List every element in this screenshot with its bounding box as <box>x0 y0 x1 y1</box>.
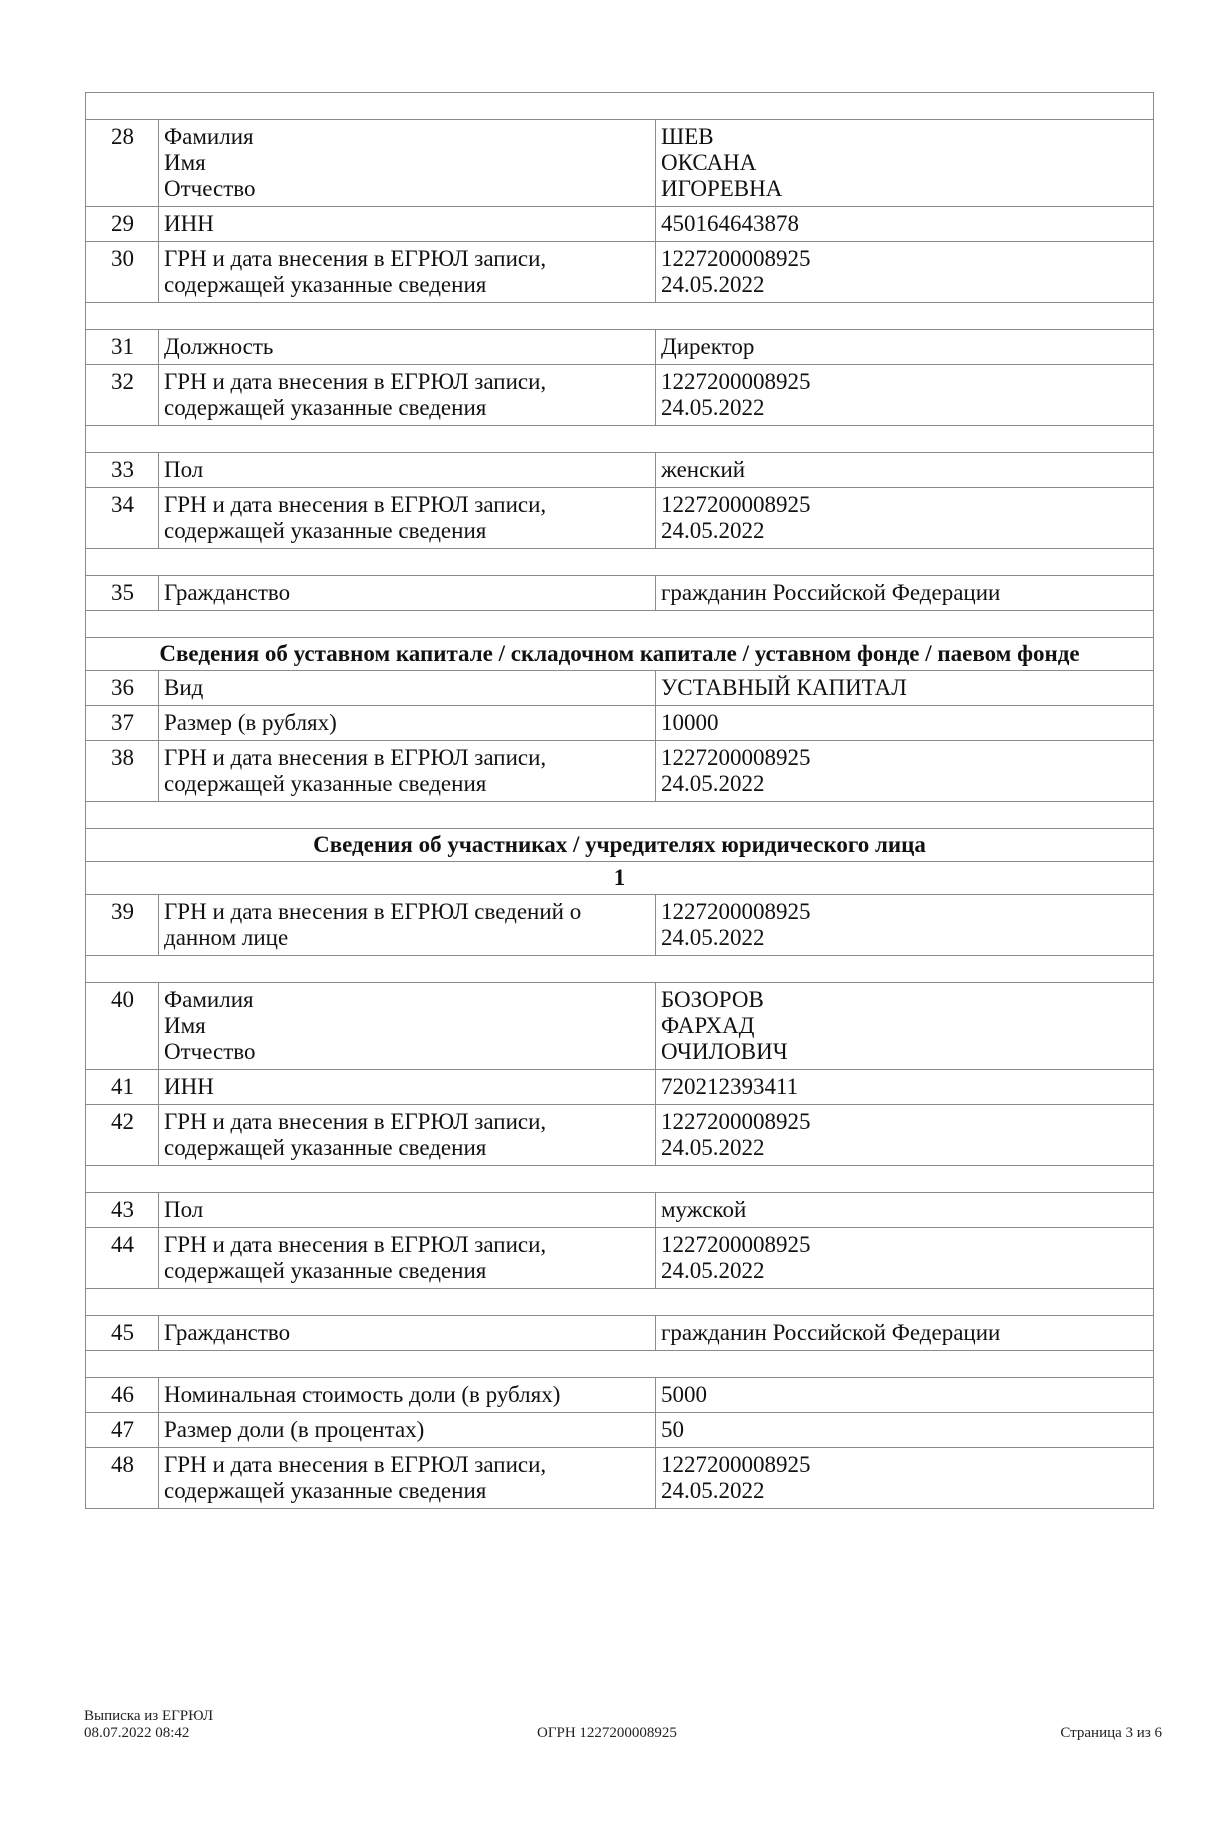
row-number: 46 <box>86 1378 159 1413</box>
spacer-row <box>86 611 1154 638</box>
table-row <box>86 242 1154 303</box>
table-row <box>86 1193 1154 1228</box>
row-number: 41 <box>86 1070 159 1105</box>
founder-index: 1 <box>86 862 1154 895</box>
label-line: ГРН и дата внесения в ЕГРЮЛ записи, <box>164 745 547 770</box>
section-heading-row <box>86 638 1154 671</box>
row-number: 35 <box>86 576 159 611</box>
field-value <box>656 741 1154 802</box>
row-number: 38 <box>86 741 159 802</box>
field-label: Вид <box>159 671 656 706</box>
field-value: гражданин Российской Федерации <box>656 576 1154 611</box>
table-row <box>86 453 1154 488</box>
table-row <box>86 365 1154 426</box>
spacer-row <box>86 426 1154 453</box>
label-surname: Фамилия <box>164 987 254 1012</box>
label-line: содержащей указанные сведения <box>164 518 487 543</box>
date-value: 24.05.2022 <box>661 1478 765 1503</box>
name-value: ОКСАНА <box>661 150 757 175</box>
field-value <box>656 242 1154 303</box>
grn-value: 1227200008925 <box>661 1109 811 1134</box>
table-row <box>86 1448 1154 1509</box>
field-label <box>159 895 656 956</box>
field-label: Гражданство <box>159 1316 656 1351</box>
field-label <box>159 488 656 549</box>
label-line: ГРН и дата внесения в ЕГРЮЛ записи, <box>164 369 547 394</box>
grn-value: 1227200008925 <box>661 369 811 394</box>
name-value: ФАРХАД <box>661 1013 755 1038</box>
field-value: УСТАВНЫЙ КАПИТАЛ <box>656 671 1154 706</box>
row-number: 33 <box>86 453 159 488</box>
grn-value: 1227200008925 <box>661 1232 811 1257</box>
spacer-row <box>86 1166 1154 1193</box>
field-label: Номинальная стоимость доли (в рублях) <box>159 1378 656 1413</box>
field-value: гражданин Российской Федерации <box>656 1316 1154 1351</box>
row-number: 32 <box>86 365 159 426</box>
egrul-extract-table <box>85 92 1154 1509</box>
spacer-row <box>86 93 1154 120</box>
row-number: 45 <box>86 1316 159 1351</box>
date-value: 24.05.2022 <box>661 925 765 950</box>
field-label <box>159 242 656 303</box>
label-line: ГРН и дата внесения в ЕГРЮЛ записи, <box>164 246 547 271</box>
field-value: Директор <box>656 330 1154 365</box>
field-label: Размер доли (в процентах) <box>159 1413 656 1448</box>
row-number: 31 <box>86 330 159 365</box>
footer-doc-title: Выписка из ЕГРЮЛ <box>84 1708 213 1724</box>
field-label <box>159 1105 656 1166</box>
field-value: 10000 <box>656 706 1154 741</box>
date-value: 24.05.2022 <box>661 1135 765 1160</box>
field-label <box>159 1228 656 1289</box>
table-row <box>86 1228 1154 1289</box>
field-value <box>656 120 1154 207</box>
row-number: 42 <box>86 1105 159 1166</box>
date-value: 24.05.2022 <box>661 272 765 297</box>
label-line: ГРН и дата внесения в ЕГРЮЛ записи, <box>164 1232 547 1257</box>
surname-value: БОЗОРОВ <box>661 987 764 1012</box>
table-row <box>86 1316 1154 1351</box>
field-value: 50 <box>656 1413 1154 1448</box>
patronymic-value: ОЧИЛОВИЧ <box>661 1039 788 1064</box>
label-line: ГРН и дата внесения в ЕГРЮЛ сведений о <box>164 899 582 924</box>
label-line: данном лице <box>164 925 289 950</box>
grn-value: 1227200008925 <box>661 492 811 517</box>
table-row <box>86 983 1154 1070</box>
field-value <box>656 488 1154 549</box>
surname-value: ШЕВ <box>661 124 714 149</box>
row-number: 47 <box>86 1413 159 1448</box>
row-number: 44 <box>86 1228 159 1289</box>
section-heading-row <box>86 829 1154 862</box>
field-value: 450164643878 <box>656 207 1154 242</box>
row-number: 39 <box>86 895 159 956</box>
spacer-row <box>86 303 1154 330</box>
field-label: Пол <box>159 453 656 488</box>
row-number: 36 <box>86 671 159 706</box>
label-patronymic: Отчество <box>164 176 256 201</box>
field-value: 5000 <box>656 1378 1154 1413</box>
label-patronymic: Отчество <box>164 1039 256 1064</box>
table-row <box>86 706 1154 741</box>
label-line: ГРН и дата внесения в ЕГРЮЛ записи, <box>164 492 547 517</box>
table-row <box>86 1070 1154 1105</box>
field-label <box>159 741 656 802</box>
field-value: 720212393411 <box>656 1070 1154 1105</box>
field-value: женский <box>656 453 1154 488</box>
footer-ogrn: ОГРН 1227200008925 <box>537 1725 677 1741</box>
table-row <box>86 1105 1154 1166</box>
table-row <box>86 1378 1154 1413</box>
label-line: ГРН и дата внесения в ЕГРЮЛ записи, <box>164 1109 547 1134</box>
field-label <box>159 1448 656 1509</box>
spacer-row <box>86 549 1154 576</box>
field-label: ИНН <box>159 1070 656 1105</box>
row-number: 37 <box>86 706 159 741</box>
label-line: содержащей указанные сведения <box>164 771 487 796</box>
spacer-row <box>86 1289 1154 1316</box>
field-value: мужской <box>656 1193 1154 1228</box>
row-number: 40 <box>86 983 159 1070</box>
section-heading: Сведения об уставном капитале / складочном капитале / уставном фонде / паевом фонде <box>86 638 1154 671</box>
spacer-row <box>86 1351 1154 1378</box>
label-name: Имя <box>164 150 206 175</box>
grn-value: 1227200008925 <box>661 899 811 924</box>
table-row <box>86 330 1154 365</box>
row-number: 30 <box>86 242 159 303</box>
label-line: содержащей указанные сведения <box>164 395 487 420</box>
section-heading: Сведения об участниках / учредителях юридического лица <box>86 829 1154 862</box>
grn-value: 1227200008925 <box>661 246 811 271</box>
field-label: ИНН <box>159 207 656 242</box>
field-label <box>159 120 656 207</box>
date-value: 24.05.2022 <box>661 771 765 796</box>
spacer-row <box>86 956 1154 983</box>
label-name: Имя <box>164 1013 206 1038</box>
field-label: Должность <box>159 330 656 365</box>
label-line: содержащей указанные сведения <box>164 1258 487 1283</box>
table-row <box>86 671 1154 706</box>
table-row <box>86 120 1154 207</box>
date-value: 24.05.2022 <box>661 395 765 420</box>
row-number: 34 <box>86 488 159 549</box>
field-label <box>159 983 656 1070</box>
label-line: содержащей указанные сведения <box>164 1135 487 1160</box>
field-value <box>656 1448 1154 1509</box>
footer-document-info <box>84 1708 213 1742</box>
row-number: 43 <box>86 1193 159 1228</box>
field-label <box>159 365 656 426</box>
footer-datetime: 08.07.2022 08:42 <box>84 1725 190 1741</box>
table-row <box>86 576 1154 611</box>
field-label: Размер (в рублях) <box>159 706 656 741</box>
label-line: содержащей указанные сведения <box>164 272 487 297</box>
table-row <box>86 207 1154 242</box>
grn-value: 1227200008925 <box>661 745 811 770</box>
field-value <box>656 365 1154 426</box>
row-number: 48 <box>86 1448 159 1509</box>
founder-index-row <box>86 862 1154 895</box>
spacer-row <box>86 802 1154 829</box>
table-row <box>86 895 1154 956</box>
label-line: содержащей указанные сведения <box>164 1478 487 1503</box>
field-value <box>656 1105 1154 1166</box>
table-row <box>86 1413 1154 1448</box>
row-number: 29 <box>86 207 159 242</box>
footer-page-number: Страница 3 из 6 <box>1060 1725 1162 1741</box>
label-line: ГРН и дата внесения в ЕГРЮЛ записи, <box>164 1452 547 1477</box>
date-value: 24.05.2022 <box>661 518 765 543</box>
row-number: 28 <box>86 120 159 207</box>
field-value <box>656 1228 1154 1289</box>
grn-value: 1227200008925 <box>661 1452 811 1477</box>
date-value: 24.05.2022 <box>661 1258 765 1283</box>
label-surname: Фамилия <box>164 124 254 149</box>
patronymic-value: ИГОРЕВНА <box>661 176 783 201</box>
field-value <box>656 983 1154 1070</box>
field-value <box>656 895 1154 956</box>
table-row <box>86 488 1154 549</box>
field-label: Пол <box>159 1193 656 1228</box>
table-row <box>86 741 1154 802</box>
field-label: Гражданство <box>159 576 656 611</box>
